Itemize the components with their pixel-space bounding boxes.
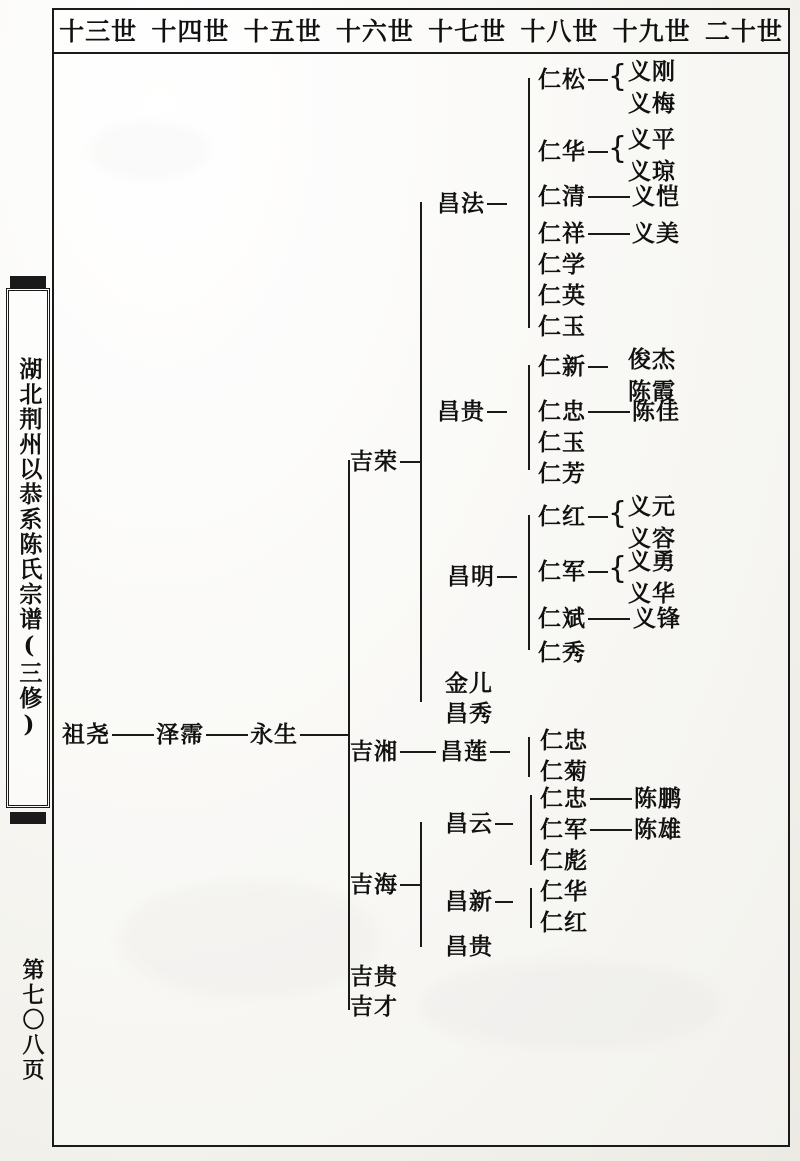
person-renqing: 仁清 (538, 183, 586, 210)
bracket-changlian-children (528, 737, 530, 777)
person-jiner: 金儿 (445, 670, 493, 697)
person-renying: 仁英 (538, 282, 586, 309)
person-rensong: 仁松 (538, 66, 586, 93)
generation-column-13: 十三世 (59, 17, 138, 46)
person-chenpeng: 陈鹏 (634, 785, 682, 812)
link-jirong (400, 461, 420, 463)
person-yongsheng: 永生 (250, 721, 298, 748)
link-renqing (588, 196, 630, 198)
person-renxue: 仁学 (538, 251, 586, 278)
person-zepei: 泽霈 (156, 721, 204, 748)
spine-cap-bottom (10, 812, 46, 824)
person-renzhong-cy: 仁忠 (540, 785, 588, 812)
link-changyun (495, 823, 513, 825)
person-yifeng: 义锋 (633, 605, 681, 632)
person-yimei-2: 义美 (632, 220, 680, 247)
person-chenxia: 陈霞 (628, 378, 676, 405)
generation-column-20: 二十世 (704, 17, 783, 46)
person-renzhong-cl: 仁忠 (540, 727, 588, 754)
bracket-g16-stem (324, 734, 348, 736)
generation-column-17: 十七世 (428, 17, 507, 46)
spine-title-block (6, 288, 50, 808)
link-renjun (588, 571, 608, 573)
person-yiqiong: 义琼 (628, 158, 676, 185)
person-renjun: 仁军 (538, 558, 586, 585)
link-jixiang (400, 751, 436, 753)
link-renxiang (588, 233, 630, 235)
brace-rensong: { (608, 59, 628, 94)
link-g14-g15 (206, 734, 248, 736)
generation-column-16: 十六世 (335, 17, 414, 46)
bracket-g16 (348, 460, 350, 1010)
person-jigui: 吉贵 (350, 963, 398, 990)
person-renyu-cg: 仁玉 (538, 429, 586, 456)
person-changming: 昌明 (447, 563, 495, 590)
person-changgui-2: 昌贵 (445, 933, 493, 960)
link-renxin (588, 366, 608, 368)
bracket-changyun-children (530, 795, 532, 865)
bracket-changming-children (528, 515, 530, 650)
person-changxiu: 昌秀 (445, 700, 493, 727)
link-renjun-cy (590, 829, 632, 831)
person-zuyao: 祖尧 (62, 721, 110, 748)
link-renzhong-cy (590, 798, 632, 800)
brace-renhong: { (608, 496, 628, 531)
person-chenjia: 陈佳 (632, 398, 680, 425)
generation-column-14: 十四世 (151, 17, 230, 46)
generation-column-18: 十八世 (520, 17, 599, 46)
link-renhong (588, 516, 608, 518)
spine-cap-top (10, 276, 46, 288)
person-renju: 仁菊 (540, 758, 588, 785)
generation-column-15: 十五世 (243, 17, 322, 46)
person-renjun-cy: 仁军 (540, 816, 588, 843)
bracket-changxin-children (530, 888, 532, 928)
person-renyu: 仁玉 (538, 313, 586, 340)
person-renfang: 仁芳 (538, 460, 586, 487)
link-renbin (588, 618, 630, 620)
brace-renhua: { (608, 131, 628, 166)
person-yiyuan: 义元 (628, 493, 676, 520)
person-jihai: 吉海 (350, 871, 398, 898)
bracket-changfa-children (528, 78, 530, 328)
link-renzhong-cg (588, 411, 630, 413)
person-renhua: 仁华 (538, 138, 586, 165)
person-renxiang: 仁祥 (538, 220, 586, 247)
link-renhua (588, 151, 608, 153)
person-yiping: 义平 (628, 126, 676, 153)
link-rensong (588, 79, 608, 81)
bracket-jirong-children (420, 202, 422, 702)
person-renbiao: 仁彪 (540, 847, 588, 874)
person-yiyong: 义勇 (628, 548, 676, 575)
bracket-jihai-children (420, 822, 422, 947)
generation-header-row (52, 8, 790, 54)
person-renhong-cx: 仁红 (540, 909, 588, 936)
bracket-changgui-children (528, 365, 530, 470)
spine-title-text: 湖北荆州以恭系陈氏宗谱(三修) (15, 356, 43, 740)
person-jirong: 吉荣 (350, 448, 398, 475)
person-renzhong-cg: 仁忠 (538, 398, 586, 425)
link-changgui (487, 411, 507, 413)
person-chenxiong: 陈雄 (634, 816, 682, 843)
person-yimei: 义梅 (628, 90, 676, 117)
link-changming (497, 576, 517, 578)
page-number: 第七〇八页 (19, 958, 45, 1083)
link-jihai (400, 884, 420, 886)
person-junjie: 俊杰 (628, 346, 676, 373)
person-jixiang: 吉湘 (350, 738, 398, 765)
generation-column-19: 十九世 (612, 17, 691, 46)
person-yirong: 义容 (628, 525, 676, 552)
link-changfa (487, 203, 507, 205)
person-changxin: 昌新 (445, 888, 493, 915)
link-changxin (495, 901, 513, 903)
person-yigang: 义刚 (628, 58, 676, 85)
person-changlian: 昌莲 (440, 738, 488, 765)
link-changlian (490, 751, 510, 753)
person-changgui: 昌贵 (437, 398, 485, 425)
person-yikai: 义恺 (632, 183, 680, 210)
bracket-jigui-jicai (348, 968, 350, 1008)
person-renxiu: 仁秀 (538, 639, 586, 666)
person-changfa: 昌法 (437, 190, 485, 217)
link-g13-g14 (112, 734, 154, 736)
link-g15-g16 (300, 734, 324, 736)
person-changyun: 昌云 (445, 810, 493, 837)
person-yihua: 义华 (628, 580, 676, 607)
person-renhong: 仁红 (538, 503, 586, 530)
person-renbin: 仁斌 (538, 605, 586, 632)
person-jicai: 吉才 (350, 993, 398, 1020)
person-renhua-cx: 仁华 (540, 878, 588, 905)
brace-renjun: { (608, 551, 628, 586)
person-renxin: 仁新 (538, 353, 586, 380)
